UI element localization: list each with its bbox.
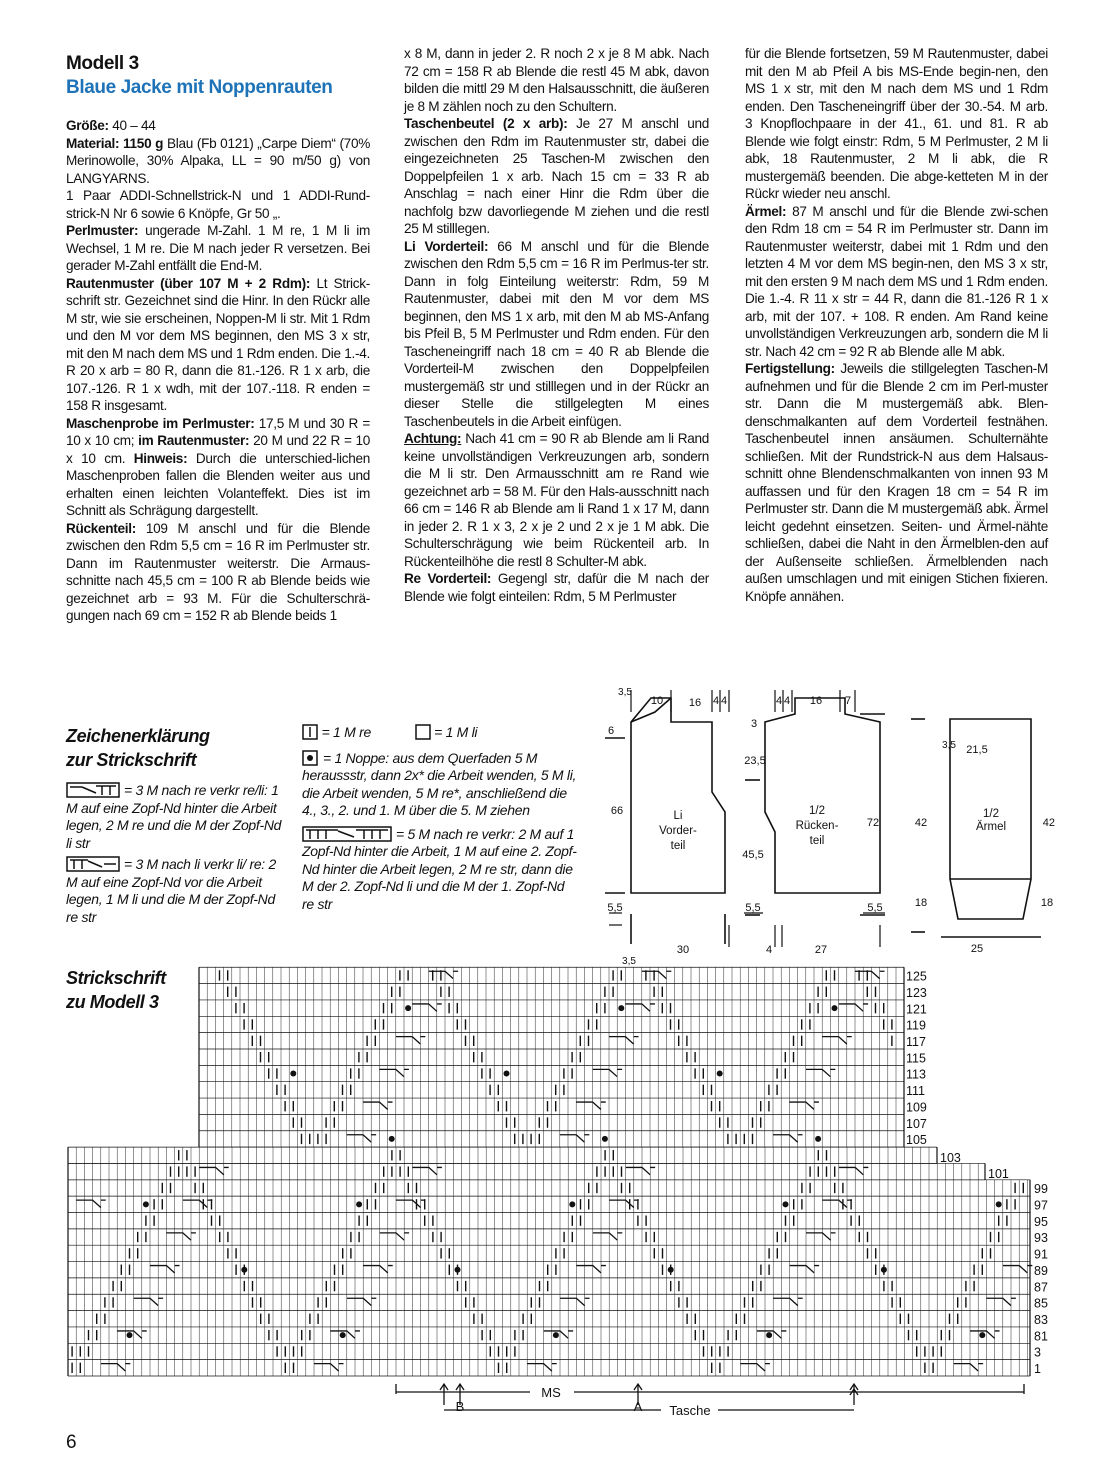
sleeve-dim-42b: 42 (1042, 817, 1055, 829)
label-ms: MS (541, 1385, 561, 1400)
attention-paragraph: Achtung: Nach 41 cm = 90 R ab Blende am li Rand keine unvollständigen Verkreuzungen arb, sondern die M li str. Den Armausschnitt am re Rand wie gezeichnet arb = 58 M. Für den Hals-ausschnitt nach 66 cm = 146 R ab Blende am li Rand 1 x 17 M, dann in jeder 2. R 1 x 3, 2 x je 2 und 2 x je 1 M abk. Die Schulterschrägung wie beim Rückenteil arb. In Rückenteilhöhe die restl 8 Schulter-M abk. (404, 431, 709, 569)
chart-title: Strickschrift zu Modell 3 (66, 968, 166, 1012)
model-subtitle: Blaue Jacke mit Noppenrauten (66, 77, 333, 98)
dim-front-10: 10 (650, 695, 664, 707)
size-paragraph: Größe: 40 – 44 (66, 118, 156, 133)
row-numbers (906, 970, 1048, 1376)
chart-grid (68, 967, 1030, 1376)
row-number-3: 3 (1034, 1345, 1041, 1360)
row-number-99: 99 (1034, 1182, 1048, 1197)
dim-6: 6 (607, 725, 615, 737)
legend-title-1: Zeichenerklärung (66, 726, 210, 746)
legend-title-2: zur Strickschrift (66, 750, 197, 770)
dim-30: 30 (676, 944, 690, 956)
row-number-89: 89 (1034, 1263, 1048, 1278)
row-number-113: 113 (906, 1067, 926, 1082)
dim-back-4a: 4 (775, 695, 783, 707)
sleeve-label-1: 1/2 (983, 808, 999, 820)
dim-3: 3 (750, 718, 758, 730)
row-number-91: 91 (1034, 1247, 1048, 1262)
dim-27: 27 (814, 944, 828, 956)
back-label-1: 1/2 (809, 805, 825, 817)
dim-35-bottom: 3,5 (622, 956, 636, 967)
row-number-85: 85 (1034, 1296, 1048, 1311)
sleeve-dim-25: 25 (970, 943, 984, 955)
back-label-3: teil (809, 835, 825, 847)
row-number-111: 111 (906, 1084, 926, 1099)
row-number-103: 103 (940, 1151, 961, 1165)
dim-55a: 5,5 (607, 902, 623, 914)
finishing-paragraph: Fertigstellung: Jeweils die stillgelegten Taschen-M aufnehmen und für die Blende 2 cm im Perl-muster str. Dann die M mustergemäß abk. Blen-denschmalkanten auf dem Vorderteil festnähen. Taschenbeutel innen ansäumen. Schulternähte schließen. Mit der Rundstrick-N aus dem Halsaus-schnitt ohne Blendenschmalkanten von innen 93 M auffassen und für den Kragen 18 cm = 54 R im Perlmuster str. Dann die M mustergemäß abk. Ärmel leicht gedehnt einsetzen. Seiten- und Ärmel-nähte schließen, dabei die Naht in den Ärmelblen-den auf der Außenseite schließen. Ärmelblenden nach außen umschlagen und mit einigen Stichen fixieren. Knöpfe annähen. (745, 361, 1048, 604)
right-front-paragraph: Re Vorderteil: Gegengl str, dafür die M nach der Blende wie folgt einteilen: Rdm, 5 M Perlmuster (404, 571, 709, 604)
back-continued-paragraph: x 8 M, dann in jeder 2. R noch 2 x je 8 M abk. Nach 72 cm = 158 R ab Blende die restl 45 M abk, davon bilden die mittl 29 M den Halsausschnitt, die äußeren je 8 M zählen noch zu den Schultern. (404, 46, 709, 114)
dim-72: 72 (866, 817, 880, 829)
dim-55c: 5,5 (867, 902, 883, 914)
right-front-continued-paragraph: für die Blende fortsetzen, 59 M Rautenmuster, dabei mit den M ab Pfeil A bis MS-Ende begin-nen, den MS 1 x str, mit den M nach dem MS und 1 Rdm enden. Den Tascheneingriff über der 30.-54. M arb. 3 Knopflochpaare in der 41., 61. und 81. R ab Blende wie folgt einstr: Rdm, 5 M Perlmuster, 2 M li abk, 18 Rautenmuster, 2 M li abk, die R mustergemäß beenden. Die abge-ketteten M in der Rückr wieder neu anschl. (745, 46, 1048, 201)
dim-back-16: 16 (809, 695, 823, 707)
row-number-93: 93 (1034, 1231, 1048, 1246)
legend-re-li: = 1 M re = 1 M li (302, 724, 577, 742)
dim-front-16: 16 (688, 697, 702, 709)
perl-paragraph: Perlmuster: ungerade M-Zahl. 1 M re, 1 M li im Wechsel, 1 M re. Die M nach jeder R versetzen. Bei gerader M-Zahl entfällt die End-M. (66, 223, 370, 273)
pocket-paragraph: Taschenbeutel (2 x arb): Je 27 M anschl und zwischen den Rdm im Rautenmuster str, dabei die eingezeichneten 25 Taschen-M zwischen den Doppelpfeilen 1 x arb. Nach 15 cm = 33 R ab Anschlag = nach einer Hinr die Rdm über die nachfolg bzw davorliegende M ziehen und die restl 25 M stilllegen. (404, 116, 709, 236)
sleeve-paragraph: Ärmel: 87 M anschl und für die Blende zwi-schen den Rdm 18 cm = 54 R im Perlmuster str. Dann im Rautenmuster weiterstr, dabei mit 1 Rdm und den letzten 4 M vor dem MS begin-nen, den MS 3 x str, mit den ersten 9 M nach dem MS und 1 Rdm enden. Die 1.-4. R 11 x str = 44 R, dann die 81.-126 R 1 x arb, mit der 107. + 108. R enden. Am Rand keine unvollständigen Verkreuzungen arb, sondern die M li str. Nach 42 cm = 92 R ab Blende alle M abk. (745, 203, 1048, 359)
sleeve-dim-35: 3,5 (942, 740, 956, 751)
sleeve-dim-42a: 42 (914, 817, 928, 829)
dim-back-7: 7 (844, 695, 852, 707)
legend-cross3l: = 3 M nach li verkr li/ re: 2 M auf eine Zopf-Nd vor die Arbeit legen, 1 M li und die M der Zopf-Nd re str (66, 856, 276, 925)
row-number-87: 87 (1034, 1280, 1048, 1295)
dim-66: 66 (610, 805, 624, 817)
label-tasche: Tasche (669, 1403, 711, 1418)
sleeve-label-2: Ärmel (975, 821, 1007, 833)
row-number-123: 123 (906, 985, 927, 1000)
left-front-paragraph: Li Vorderteil: 66 M anschl und für die Blende zwischen den Rdm 5,5 cm = 16 R im Perlmus-ter str. Dann in folg Einteilung weiterstr: Rdm, 59 M Rautenmuster, dabei mit den M vor dem MS beginnen, den MS 1 x arb, mit den M ab MS-Anfang bis Pfeil B, 5 M Perlmuster und Rdm enden. Für den Tascheneingriff nach 18 cm = 40 R ab Blende die Vorderteil-M zwischen den Doppelpfeilen mustergemäß str und stilllegen und in der Rückr an dieser Stelle die stillgelegten M eines Taschenbeutels in die Arbeit einfügen. (404, 238, 710, 429)
dim-4-bottom: 4 (765, 944, 773, 956)
row-number-109: 109 (906, 1100, 927, 1115)
row-number-125: 125 (906, 969, 927, 984)
dim-235: 23,5 (744, 755, 766, 767)
row-number-117: 117 (906, 1035, 926, 1049)
dim-455: 45,5 (742, 849, 764, 861)
front-label-2: Vorder- (659, 825, 697, 837)
row-number-105: 105 (906, 1133, 927, 1148)
dim-front-4b: 4 (720, 695, 728, 707)
page-number: 6 (66, 1432, 77, 1453)
legend-cross5: = 5 M nach re verkr: 2 M auf 1 Zopf-Nd hinter die Arbeit, 1 M auf eine 2. Zopf-Nd hinter die Arbeit legen, 2 M re str, dann die M der 2. Zopf-Nd li und die M der 1. Zopf-Nd re str (302, 825, 577, 912)
dim-front-35: 3,5 (618, 687, 632, 698)
row-number-121: 121 (906, 1002, 927, 1017)
row-number-95: 95 (1034, 1214, 1048, 1229)
row-number-83: 83 (1034, 1312, 1048, 1327)
sleeve-dim-18b: 18 (1040, 897, 1054, 909)
gauge-paragraph: Maschenprobe im Perlmuster: 17,5 M und 30 R = 10 x 10 cm; im Rautenmuster: 20 M und 22 R = 10 x 10 cm. Hinweis: Durch die unterschied-lichen Maschenproben fallen die Blenden weiter aus und erhalten einen leichten Volanteffekt. Dies ist im Schnitt als Schrägung dargestellt. (66, 415, 371, 518)
row-number-115: 115 (906, 1051, 926, 1066)
material-paragraph: Material: 1150 g Blau (Fb 0121) „Carpe Diem“ (70% Merinowolle, 30% Alpaka, LL = 90 m/50 g) von LANGYARNS. (66, 135, 370, 186)
front-label-3: teil (670, 840, 686, 852)
row-number-119: 119 (906, 1018, 926, 1033)
raute-paragraph: Rautenmuster (über 107 M + 2 Rdm): Lt Strick-schrift str. Gezeichnet sind die Hinr. In den Rückr alle M str, wie sie erscheinen, Noppen-M li str. Mit 1 Rdm und den M vor dem MS beginnen, den MS 3 x str, mit den M nach dem MS und 1 Rdm enden. Die 1.-4. R 20 x arb = 80 R, dann die 81.-126. R 1 x arb, die 107.-126. R 1 x wdh, mit der 107.-118. R enden = 158 R insgesamt. (66, 275, 371, 413)
back-label-2: Rücken- (795, 820, 839, 832)
label-b: B (455, 1399, 465, 1414)
sleeve-dim-215: 21,5 (966, 744, 988, 756)
sleeve-dim-18a: 18 (914, 897, 928, 909)
row-number-107: 107 (906, 1116, 927, 1131)
row-number-101: 101 (988, 1167, 1009, 1181)
back-paragraph: Rückenteil: 109 M anschl und für die Blende zwischen den Rdm 5,5 cm = 16 R im Perlmuster str. Dann im Rautenmuster weiterstr. Die Armaus-schnitte nach 45,5 cm = 100 R ab Blende beids wie gezeichnet arb = 93 M. Für die Schulterschrä-gungen nach 69 cm = 152 R ab Blende beids 1 (66, 520, 370, 623)
row-number-97: 97 (1034, 1198, 1048, 1213)
legend-noppe: = 1 Noppe: aus dem Querfaden 5 M heraussstr, dann 2x* die Arbeit wenden, 5 M li, die Arbeit wenden, 5 M re*, anschließend die 4., 3., 2. und 1. M über die 5. M ziehen (302, 749, 577, 818)
chart-symbols (72, 970, 1032, 1373)
front-label-1: Li (673, 810, 683, 822)
dim-front-4a: 4 (712, 695, 720, 707)
dim-55b: 5,5 (745, 902, 761, 914)
legend-cross3r: = 3 M nach re verkr re/li: 1 M auf eine Zopf-Nd hinter die Arbeit legen, 2 M re und die M der Zopf-Nd li str (66, 782, 282, 851)
needles-paragraph: 1 Paar ADDI-Schnellstrick-N und 1 ADDI-Rund-strick-N Nr 6 sowie 6 Knöpfe, Gr 50 „. (66, 188, 370, 221)
model-title: Modell 3 (66, 53, 139, 74)
dim-back-4b: 4 (783, 695, 791, 707)
label-a: A (633, 1399, 643, 1414)
row-number-1: 1 (1034, 1362, 1041, 1376)
row-number-81: 81 (1034, 1329, 1048, 1344)
